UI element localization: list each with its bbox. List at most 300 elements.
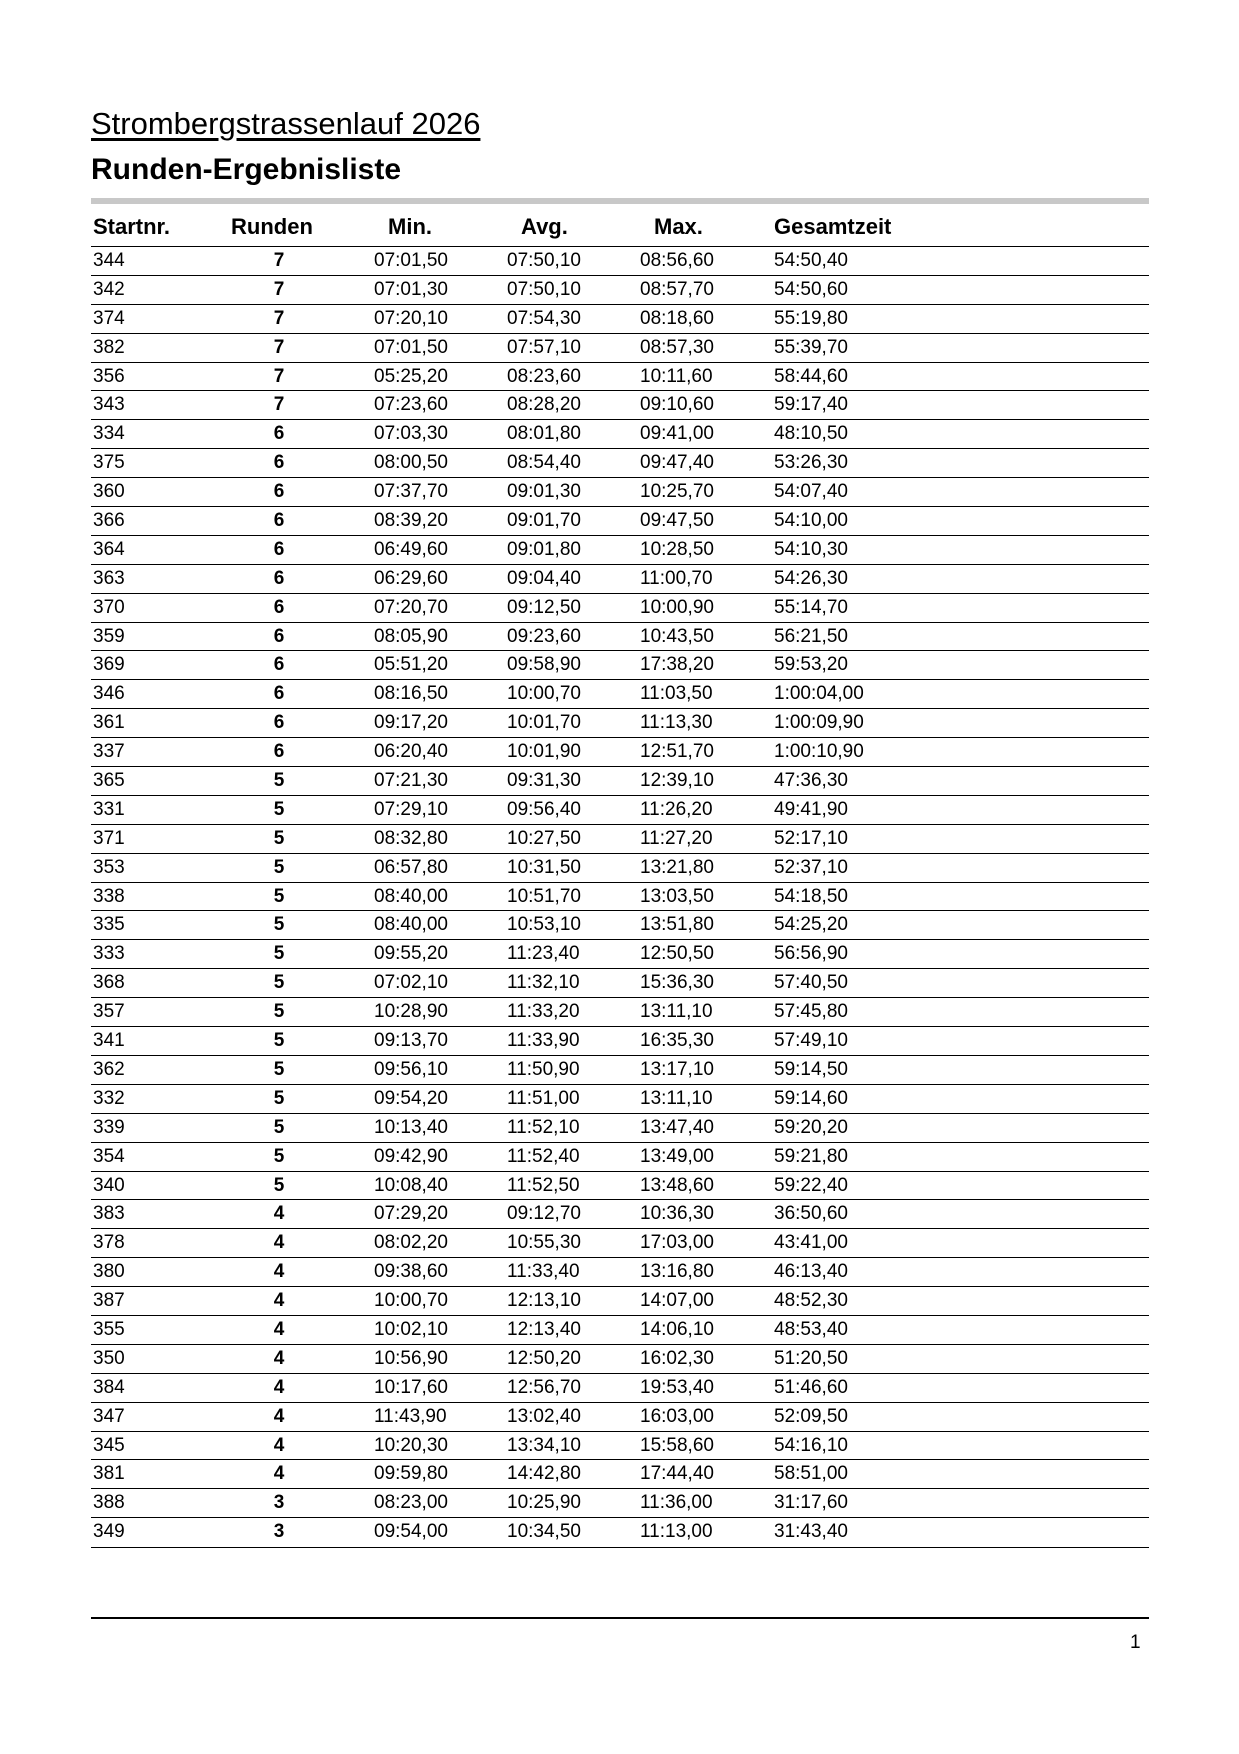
cell-max: 11:13,00	[640, 1521, 713, 1543]
cell-startnr: 387	[93, 1290, 125, 1312]
cell-min: 09:55,20	[374, 943, 448, 965]
cell-max: 10:00,90	[640, 596, 714, 618]
cell-runden: 5	[273, 1030, 285, 1052]
cell-startnr: 388	[93, 1492, 125, 1514]
cell-avg: 11:33,40	[507, 1261, 580, 1283]
cell-startnr: 331	[93, 798, 125, 820]
cell-min: 10:28,90	[374, 1001, 448, 1023]
cell-avg: 10:00,70	[507, 683, 581, 705]
cell-gesamtzeit: 56:21,50	[774, 625, 848, 647]
cell-avg: 11:32,10	[507, 972, 580, 994]
cell-gesamtzeit: 59:20,20	[774, 1116, 848, 1138]
cell-startnr: 359	[93, 625, 125, 647]
cell-gesamtzeit: 48:53,40	[774, 1318, 848, 1340]
table-row	[91, 362, 1149, 391]
cell-startnr: 353	[93, 856, 125, 878]
table-row	[91, 1171, 1149, 1200]
table-row	[91, 1286, 1149, 1315]
table-row	[91, 968, 1149, 997]
cell-gesamtzeit: 55:14,70	[774, 596, 848, 618]
cell-avg: 12:56,70	[507, 1376, 581, 1398]
cell-max: 13:47,40	[640, 1116, 714, 1138]
cell-min: 09:54,20	[374, 1087, 448, 1109]
cell-startnr: 384	[93, 1376, 125, 1398]
cell-max: 10:11,60	[640, 365, 713, 387]
cell-startnr: 340	[93, 1174, 125, 1196]
cell-max: 12:50,50	[640, 943, 714, 965]
cell-max: 17:03,00	[640, 1232, 714, 1254]
table-row	[91, 1315, 1149, 1344]
cell-startnr: 356	[93, 365, 125, 387]
cell-min: 07:29,20	[374, 1203, 448, 1225]
cell-runden: 4	[273, 1261, 285, 1283]
cell-startnr: 380	[93, 1261, 125, 1283]
cell-startnr: 378	[93, 1232, 125, 1254]
cell-min: 08:39,20	[374, 510, 448, 532]
cell-min: 09:59,80	[374, 1463, 448, 1485]
cell-startnr: 332	[93, 1087, 125, 1109]
cell-min: 10:56,90	[374, 1347, 448, 1369]
cell-avg: 08:01,80	[507, 423, 581, 445]
cell-startnr: 362	[93, 1058, 125, 1080]
cell-max: 15:36,30	[640, 972, 714, 994]
page-number: 1	[1130, 1632, 1141, 1653]
cell-gesamtzeit: 58:51,00	[774, 1463, 848, 1485]
cell-startnr: 368	[93, 972, 125, 994]
cell-avg: 09:04,40	[507, 567, 581, 589]
table-row	[91, 1517, 1149, 1547]
cell-gesamtzeit: 57:45,80	[774, 1001, 848, 1023]
cell-max: 10:28,50	[640, 538, 714, 560]
cell-runden: 5	[273, 972, 285, 994]
cell-min: 08:05,90	[374, 625, 448, 647]
cell-max: 11:26,20	[640, 798, 713, 820]
table-row	[91, 1026, 1149, 1055]
cell-avg: 12:13,10	[507, 1290, 581, 1312]
cell-min: 08:16,50	[374, 683, 448, 705]
cell-min: 10:17,60	[374, 1376, 448, 1398]
cell-gesamtzeit: 59:53,20	[774, 654, 848, 676]
cell-max: 10:43,50	[640, 625, 714, 647]
cell-avg: 09:12,70	[507, 1203, 581, 1225]
cell-gesamtzeit: 46:13,40	[774, 1261, 848, 1283]
cell-avg: 10:01,90	[507, 741, 581, 763]
cell-max: 09:41,00	[640, 423, 714, 445]
cell-min: 07:20,10	[374, 307, 448, 329]
cell-startnr: 364	[93, 538, 125, 560]
cell-runden: 6	[273, 683, 285, 705]
cell-gesamtzeit: 54:26,30	[774, 567, 848, 589]
cell-max: 12:51,70	[640, 741, 714, 763]
cell-runden: 6	[273, 596, 285, 618]
cell-startnr: 354	[93, 1145, 125, 1167]
cell-gesamtzeit: 53:26,30	[774, 452, 848, 474]
column-header-min: Min.	[388, 214, 432, 239]
cell-min: 08:02,20	[374, 1232, 448, 1254]
column-header-avg: Avg.	[521, 214, 568, 239]
cell-min: 07:02,10	[374, 972, 448, 994]
cell-startnr: 381	[93, 1463, 125, 1485]
cell-gesamtzeit: 48:52,30	[774, 1290, 848, 1312]
cell-min: 07:21,30	[374, 770, 448, 792]
cell-startnr: 365	[93, 770, 125, 792]
cell-max: 13:16,80	[640, 1261, 714, 1283]
cell-min: 07:29,10	[374, 798, 448, 820]
cell-startnr: 337	[93, 741, 125, 763]
cell-min: 10:00,70	[374, 1290, 448, 1312]
cell-avg: 11:23,40	[507, 943, 580, 965]
cell-avg: 11:52,10	[507, 1116, 580, 1138]
cell-avg: 07:57,10	[507, 336, 581, 358]
table-row	[91, 564, 1149, 593]
cell-min: 08:00,50	[374, 452, 448, 474]
table-row	[91, 535, 1149, 564]
table-row	[91, 448, 1149, 477]
cell-gesamtzeit: 51:20,50	[774, 1347, 848, 1369]
cell-avg: 08:28,20	[507, 394, 581, 416]
cell-gesamtzeit: 52:17,10	[774, 827, 848, 849]
cell-runden: 4	[273, 1434, 285, 1456]
cell-avg: 10:25,90	[507, 1492, 581, 1514]
cell-avg: 10:55,30	[507, 1232, 581, 1254]
cell-gesamtzeit: 57:49,10	[774, 1030, 848, 1052]
cell-runden: 5	[273, 1058, 285, 1080]
cell-startnr: 360	[93, 481, 125, 503]
cell-min: 10:13,40	[374, 1116, 448, 1138]
cell-gesamtzeit: 48:10,50	[774, 423, 848, 445]
cell-runden: 7	[273, 307, 285, 329]
cell-min: 09:56,10	[374, 1058, 448, 1080]
cell-gesamtzeit: 54:50,40	[774, 250, 848, 271]
cell-runden: 7	[273, 278, 285, 300]
cell-avg: 12:50,20	[507, 1347, 581, 1369]
cell-runden: 6	[273, 538, 285, 560]
cell-runden: 7	[273, 250, 285, 271]
cell-max: 09:10,60	[640, 394, 714, 416]
cell-runden: 5	[273, 798, 285, 820]
cell-runden: 6	[273, 452, 285, 474]
cell-min: 07:01,50	[374, 336, 448, 358]
cell-avg: 13:02,40	[507, 1405, 581, 1427]
cell-gesamtzeit: 56:56,90	[774, 943, 848, 965]
cell-runden: 4	[273, 1463, 285, 1485]
cell-max: 14:06,10	[640, 1318, 714, 1340]
cell-runden: 7	[273, 336, 285, 358]
cell-startnr: 363	[93, 567, 125, 589]
table-row	[91, 737, 1149, 766]
cell-gesamtzeit: 52:09,50	[774, 1405, 848, 1427]
cell-startnr: 350	[93, 1347, 125, 1369]
cell-runden: 5	[273, 1087, 285, 1109]
cell-avg: 10:34,50	[507, 1521, 581, 1543]
cell-gesamtzeit: 57:40,50	[774, 972, 848, 994]
cell-avg: 10:53,10	[507, 914, 581, 936]
cell-startnr: 334	[93, 423, 125, 445]
table-row	[91, 1373, 1149, 1402]
cell-startnr: 375	[93, 452, 125, 474]
cell-min: 10:02,10	[374, 1318, 448, 1340]
cell-startnr: 335	[93, 914, 125, 936]
cell-runden: 4	[273, 1347, 285, 1369]
cell-runden: 4	[273, 1318, 285, 1340]
cell-max: 13:11,10	[640, 1087, 713, 1109]
cell-startnr: 344	[93, 250, 125, 271]
cell-avg: 11:52,40	[507, 1145, 580, 1167]
cell-max: 11:27,20	[640, 827, 713, 849]
cell-gesamtzeit: 51:46,60	[774, 1376, 848, 1398]
cell-avg: 11:50,90	[507, 1058, 580, 1080]
cell-max: 13:11,10	[640, 1001, 713, 1023]
cell-avg: 09:12,50	[507, 596, 581, 618]
cell-runden: 6	[273, 741, 285, 763]
table-row	[91, 1113, 1149, 1142]
cell-startnr: 366	[93, 510, 125, 532]
cell-runden: 5	[273, 856, 285, 878]
cell-runden: 6	[273, 481, 285, 503]
cell-avg: 07:50,10	[507, 278, 581, 300]
table-row	[91, 939, 1149, 968]
cell-min: 05:25,20	[374, 365, 448, 387]
cell-max: 16:03,00	[640, 1405, 714, 1427]
cell-startnr: 374	[93, 307, 125, 329]
cell-runden: 5	[273, 1001, 285, 1023]
cell-max: 08:56,60	[640, 250, 714, 271]
cell-min: 09:17,20	[374, 712, 448, 734]
cell-runden: 4	[273, 1232, 285, 1254]
cell-avg: 07:50,10	[507, 250, 581, 271]
table-row	[91, 477, 1149, 506]
table-row	[91, 304, 1149, 333]
cell-gesamtzeit: 54:10,30	[774, 538, 848, 560]
cell-startnr: 357	[93, 1001, 125, 1023]
cell-gesamtzeit: 54:16,10	[774, 1434, 848, 1456]
cell-max: 11:13,30	[640, 712, 713, 734]
cell-min: 08:40,00	[374, 885, 448, 907]
cell-avg: 09:58,90	[507, 654, 581, 676]
cell-min: 07:20,70	[374, 596, 448, 618]
footer-divider	[91, 1617, 1149, 1619]
table-row	[91, 650, 1149, 679]
table-row	[91, 419, 1149, 448]
cell-runden: 3	[273, 1521, 285, 1543]
cell-avg: 10:01,70	[507, 712, 581, 734]
cell-min: 07:37,70	[374, 481, 448, 503]
cell-min: 10:20,30	[374, 1434, 448, 1456]
cell-max: 08:57,30	[640, 336, 714, 358]
table-row	[91, 910, 1149, 939]
table-row	[91, 1459, 1149, 1488]
cell-avg: 07:54,30	[507, 307, 581, 329]
table-row	[91, 766, 1149, 795]
cell-max: 08:18,60	[640, 307, 714, 329]
cell-runden: 7	[273, 365, 285, 387]
table-row	[91, 1055, 1149, 1084]
cell-avg: 12:13,40	[507, 1318, 581, 1340]
cell-max: 15:58,60	[640, 1434, 714, 1456]
cell-max: 13:21,80	[640, 856, 714, 878]
cell-max: 09:47,40	[640, 452, 714, 474]
table-row	[91, 506, 1149, 535]
cell-startnr: 349	[93, 1521, 125, 1543]
cell-runden: 4	[273, 1203, 285, 1225]
cell-runden: 4	[273, 1405, 285, 1427]
cell-max: 17:38,20	[640, 654, 714, 676]
cell-max: 08:57,70	[640, 278, 714, 300]
cell-min: 06:49,60	[374, 538, 448, 560]
table-row	[91, 1402, 1149, 1431]
cell-min: 06:29,60	[374, 567, 448, 589]
cell-runden: 5	[273, 1174, 285, 1196]
cell-max: 10:36,30	[640, 1203, 714, 1225]
cell-avg: 14:42,80	[507, 1463, 581, 1485]
cell-max: 13:49,00	[640, 1145, 714, 1167]
cell-avg: 10:27,50	[507, 827, 581, 849]
cell-gesamtzeit: 55:39,70	[774, 336, 848, 358]
cell-startnr: 333	[93, 943, 125, 965]
table-row	[91, 1199, 1149, 1228]
cell-avg: 09:01,80	[507, 538, 581, 560]
document-title: Strombergstrassenlauf 2026	[91, 106, 481, 141]
cell-startnr: 361	[93, 712, 125, 734]
cell-startnr: 371	[93, 827, 125, 849]
cell-startnr: 345	[93, 1434, 125, 1456]
cell-min: 07:01,30	[374, 278, 448, 300]
cell-avg: 11:51,00	[507, 1087, 580, 1109]
cell-gesamtzeit: 1:00:10,90	[774, 741, 864, 763]
cell-startnr: 369	[93, 654, 125, 676]
cell-avg: 09:56,40	[507, 798, 581, 820]
header-divider	[91, 198, 1149, 204]
cell-min: 07:03,30	[374, 423, 448, 445]
cell-min: 10:08,40	[374, 1174, 448, 1196]
cell-runden: 5	[273, 1116, 285, 1138]
cell-avg: 11:52,50	[507, 1174, 580, 1196]
cell-startnr: 383	[93, 1203, 125, 1225]
cell-gesamtzeit: 43:41,00	[774, 1232, 848, 1254]
table-row	[91, 1344, 1149, 1373]
cell-runden: 7	[273, 394, 285, 416]
cell-max: 11:03,50	[640, 683, 713, 705]
table-row	[91, 622, 1149, 651]
cell-avg: 09:01,70	[507, 510, 581, 532]
cell-gesamtzeit: 52:37,10	[774, 856, 848, 878]
cell-max: 19:53,40	[640, 1376, 714, 1398]
cell-avg: 08:54,40	[507, 452, 581, 474]
table-row	[91, 390, 1149, 419]
cell-min: 08:32,80	[374, 827, 448, 849]
cell-avg: 10:31,50	[507, 856, 581, 878]
cell-min: 09:13,70	[374, 1030, 448, 1052]
cell-max: 17:44,40	[640, 1463, 714, 1485]
cell-gesamtzeit: 55:19,80	[774, 307, 848, 329]
cell-runden: 6	[273, 567, 285, 589]
cell-runden: 5	[273, 914, 285, 936]
cell-avg: 08:23,60	[507, 365, 581, 387]
table-row	[91, 1228, 1149, 1257]
cell-max: 09:47,50	[640, 510, 714, 532]
cell-gesamtzeit: 59:14,60	[774, 1087, 848, 1109]
cell-gesamtzeit: 59:22,40	[774, 1174, 848, 1196]
table-row	[91, 824, 1149, 853]
table-row	[91, 246, 1149, 275]
cell-runden: 6	[273, 625, 285, 647]
cell-runden: 4	[273, 1376, 285, 1398]
cell-gesamtzeit: 59:14,50	[774, 1058, 848, 1080]
cell-min: 06:57,80	[374, 856, 448, 878]
cell-startnr: 341	[93, 1030, 125, 1052]
cell-avg: 10:51,70	[507, 885, 581, 907]
cell-max: 13:17,10	[640, 1058, 714, 1080]
table-row	[91, 882, 1149, 911]
document-subtitle: Runden-Ergebnisliste	[91, 153, 402, 186]
cell-max: 11:00,70	[640, 567, 713, 589]
cell-startnr: 339	[93, 1116, 125, 1138]
cell-gesamtzeit: 54:18,50	[774, 885, 848, 907]
table-row	[91, 708, 1149, 737]
table-header	[91, 210, 1149, 246]
table-row	[91, 853, 1149, 882]
column-header-runden: Runden	[231, 214, 313, 239]
cell-gesamtzeit: 31:43,40	[774, 1521, 848, 1543]
table-row	[91, 997, 1149, 1026]
table-row	[91, 333, 1149, 362]
cell-gesamtzeit: 58:44,60	[774, 365, 848, 387]
cell-startnr: 342	[93, 278, 125, 300]
cell-gesamtzeit: 54:50,60	[774, 278, 848, 300]
cell-gesamtzeit: 49:41,90	[774, 798, 848, 820]
cell-avg: 09:31,30	[507, 770, 581, 792]
table-row	[91, 1142, 1149, 1171]
cell-runden: 5	[273, 943, 285, 965]
cell-runden: 5	[273, 827, 285, 849]
table-row	[91, 593, 1149, 622]
cell-min: 09:38,60	[374, 1261, 448, 1283]
cell-avg: 11:33,90	[507, 1030, 580, 1052]
table-row	[91, 1431, 1149, 1460]
table-row	[91, 795, 1149, 824]
cell-startnr: 355	[93, 1318, 125, 1340]
cell-gesamtzeit: 54:10,00	[774, 510, 848, 532]
cell-startnr: 343	[93, 394, 125, 416]
cell-gesamtzeit: 59:21,80	[774, 1145, 848, 1167]
column-header-max: Max.	[654, 214, 703, 239]
cell-min: 05:51,20	[374, 654, 448, 676]
table-row	[91, 1257, 1149, 1286]
column-header-startnr: Startnr.	[93, 214, 171, 239]
cell-runden: 4	[273, 1290, 285, 1312]
cell-startnr: 338	[93, 885, 125, 907]
cell-max: 13:51,80	[640, 914, 714, 936]
cell-startnr: 370	[93, 596, 125, 618]
cell-min: 07:23,60	[374, 394, 448, 416]
cell-min: 06:20,40	[374, 741, 448, 763]
cell-runden: 6	[273, 423, 285, 445]
table-row	[91, 275, 1149, 304]
cell-max: 14:07,00	[640, 1290, 714, 1312]
cell-max: 13:48,60	[640, 1174, 714, 1196]
cell-gesamtzeit: 54:07,40	[774, 481, 848, 503]
cell-max: 16:35,30	[640, 1030, 714, 1052]
cell-gesamtzeit: 31:17,60	[774, 1492, 848, 1514]
cell-gesamtzeit: 1:00:09,90	[774, 712, 864, 734]
cell-gesamtzeit: 59:17,40	[774, 394, 848, 416]
table-row	[91, 1084, 1149, 1113]
cell-min: 08:40,00	[374, 914, 448, 936]
cell-runden: 5	[273, 770, 285, 792]
cell-max: 13:03,50	[640, 885, 714, 907]
cell-runden: 6	[273, 654, 285, 676]
cell-runden: 6	[273, 712, 285, 734]
